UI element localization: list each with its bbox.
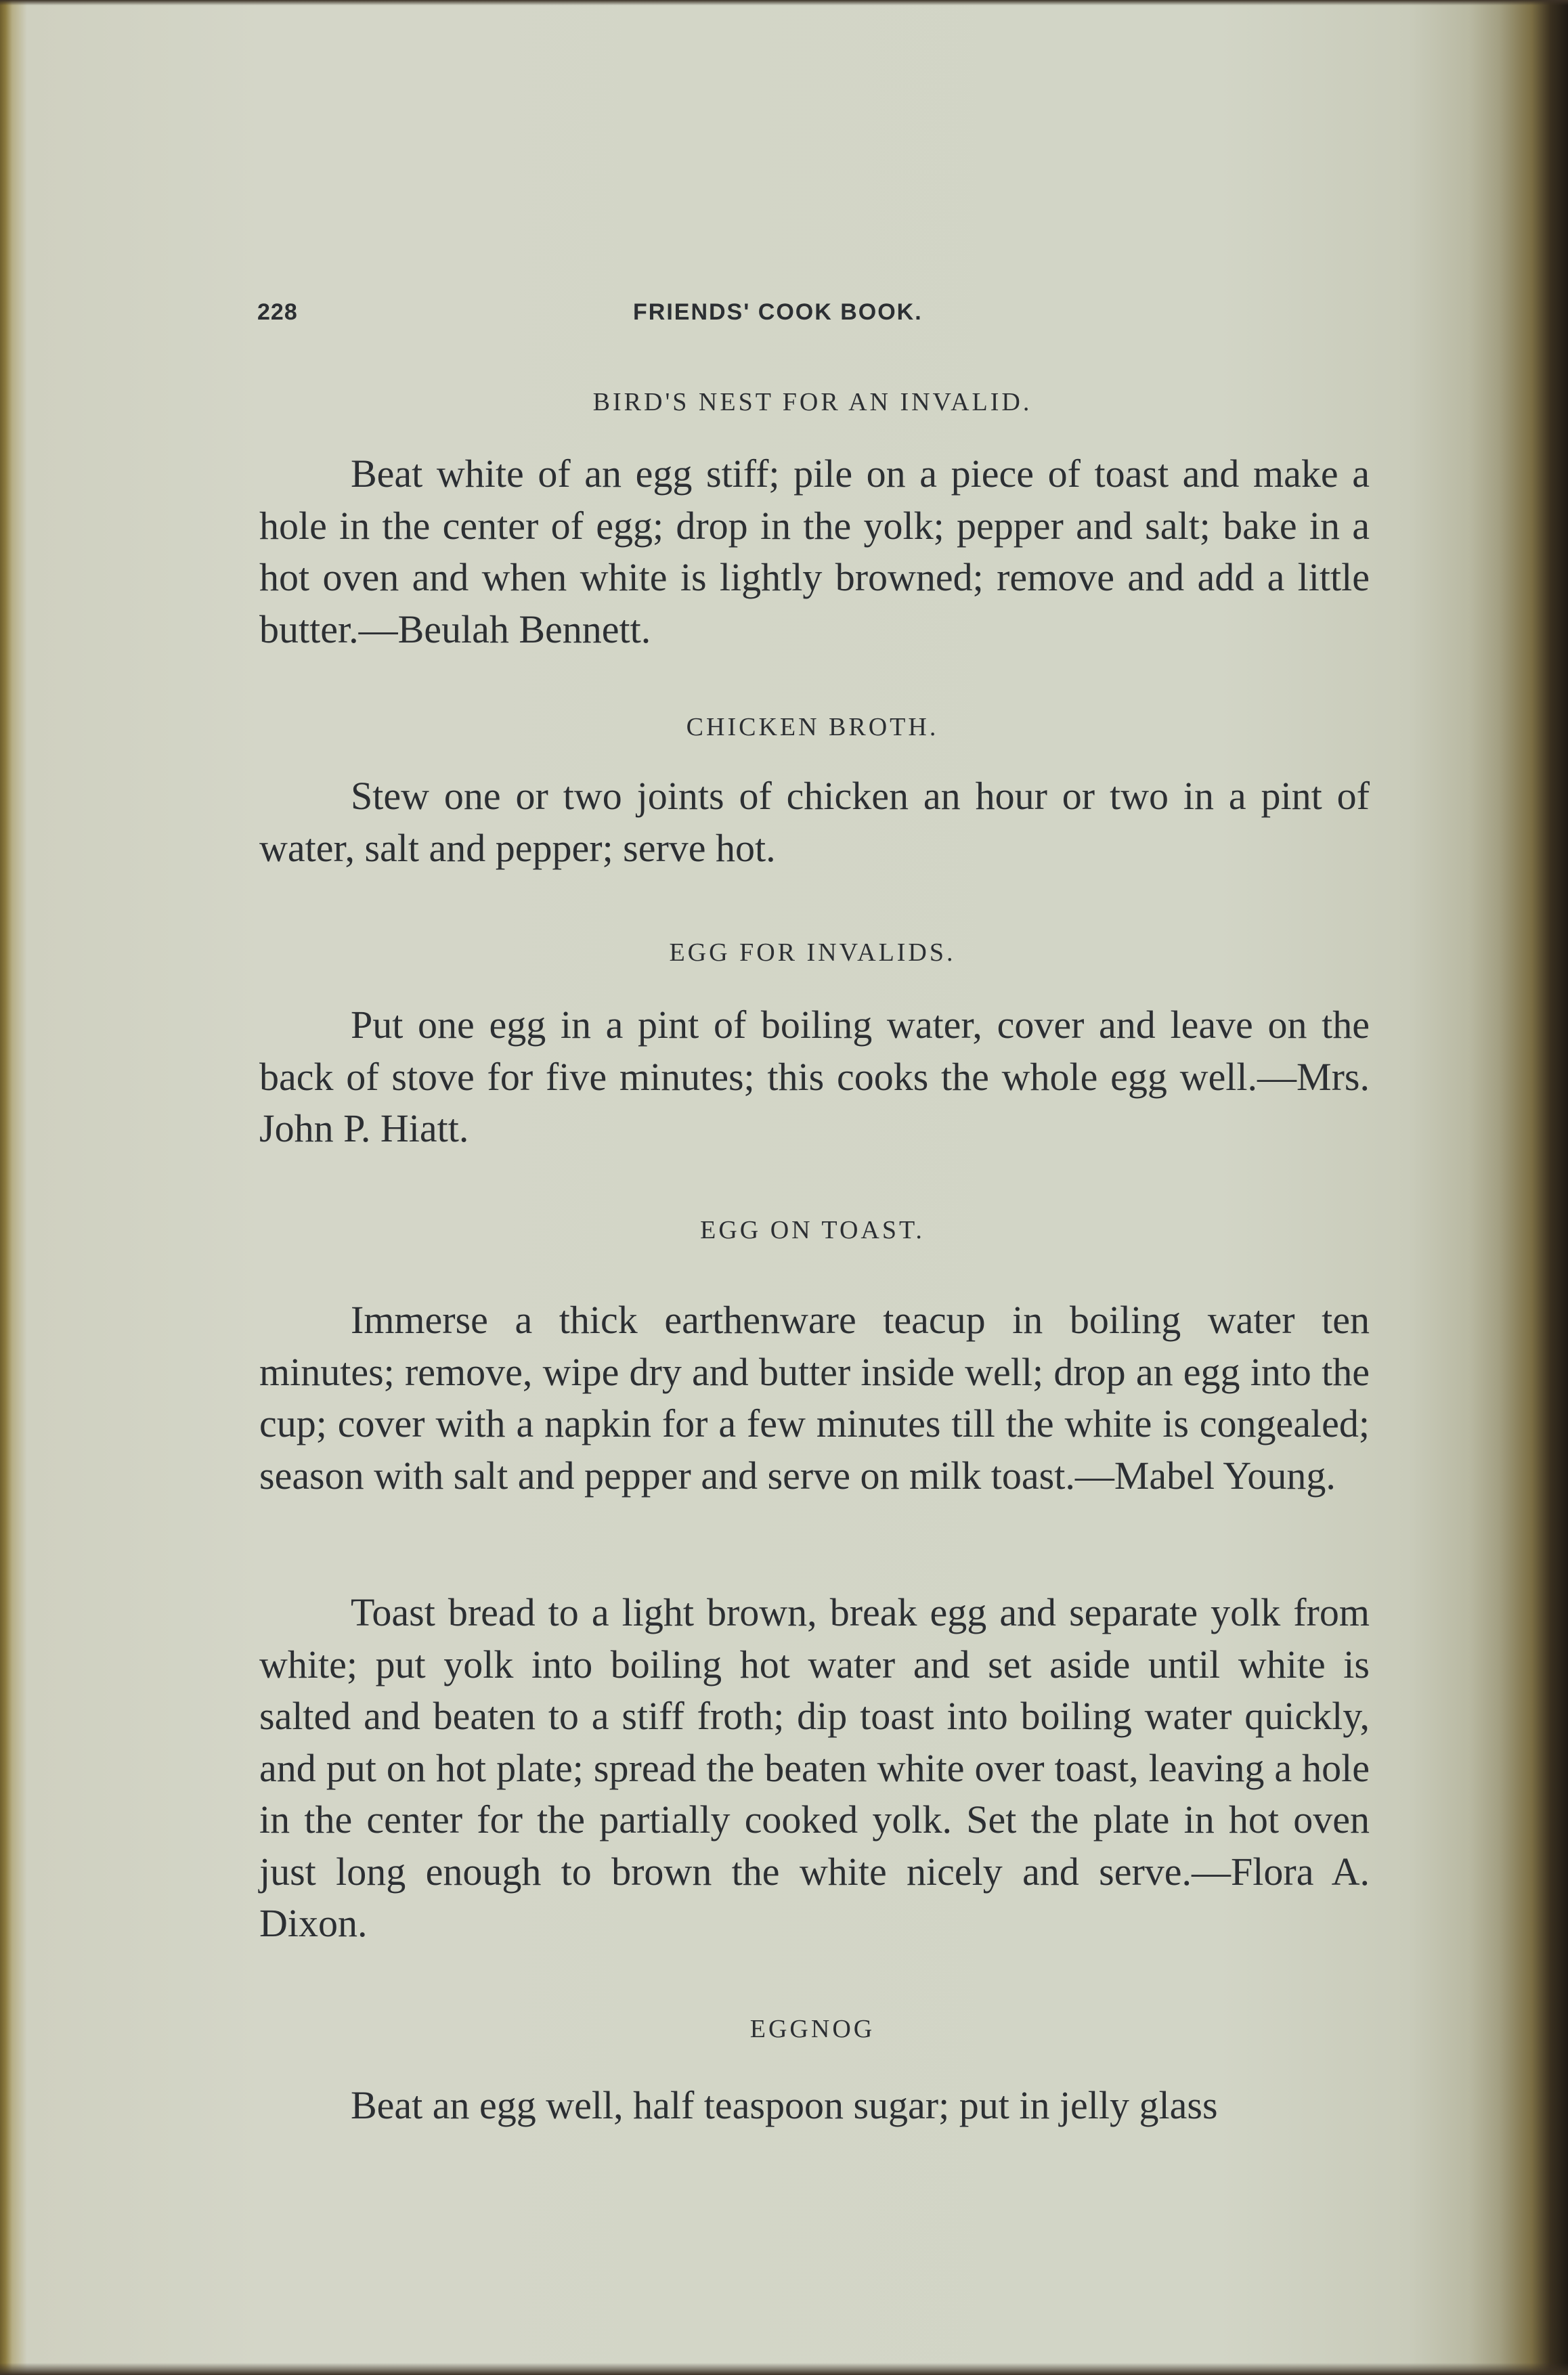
- running-header: [257, 291, 1368, 332]
- recipe-text-birds-nest: Beat white of an egg stiff; pile on a piece of toast and make a hole in the center of egg; drop in the yolk; pepper and salt; bake in a hot oven and when white is lightly browned; remove and add a little butter.—Beulah Bennett.: [259, 452, 1370, 651]
- running-title: FRIENDS' COOK BOOK.: [633, 299, 923, 325]
- recipe-text-eggnog: Beat an egg well, half teaspoon sugar; put in jelly glass: [351, 2083, 1218, 2127]
- recipe-heading-egg-on-toast: EGG ON TOAST.: [700, 1216, 925, 1244]
- recipe-text-egg-on-toast-1: Immerse a thick earthenware teacup in boiling water ten minutes; remove, wipe dry and butter inside well; drop an egg into the cup; cover with a napkin for a few minutes till the white is congealed; season with salt and pepper and serve on milk toast.—Mabel Young.: [259, 1298, 1370, 1498]
- page-top-edge: [0, 0, 1568, 5]
- page-number: 228: [257, 299, 298, 325]
- recipe-text-egg-on-toast-2: Toast bread to a light brown, break egg and separate yolk from white; put yolk into boiling hot water and set aside until white is salted and beaten to a stiff froth; dip toast into boiling water quickly, and put on hot plate; spread the beaten white over toast, leaving a hole in the center for the partially cooked yolk. Set the plate in hot oven just long enough to brown the white nicely and serve.—Flora A. Dixon.: [259, 1590, 1370, 1945]
- recipe-heading-egg-for-invalids: EGG FOR INVALIDS.: [669, 938, 956, 967]
- recipe-heading-chicken-broth: CHICKEN BROTH.: [686, 713, 939, 741]
- recipe-heading-birds-nest: BIRD'S NEST FOR AN INVALID.: [592, 388, 1032, 416]
- page-bottom-edge: [0, 2363, 1568, 2375]
- recipe-heading-eggnog: EGGNOG: [749, 2015, 875, 2043]
- recipe-text-chicken-broth: Stew one or two joints of chicken an hour or two in a pint of water, salt and pepper; serve hot.: [259, 774, 1370, 870]
- recipe-text-egg-for-invalids: Put one egg in a pint of boiling water, cover and leave on the back of stove for five minutes; this cooks the whole egg well.—Mrs. John P. Hiatt.: [259, 1003, 1370, 1150]
